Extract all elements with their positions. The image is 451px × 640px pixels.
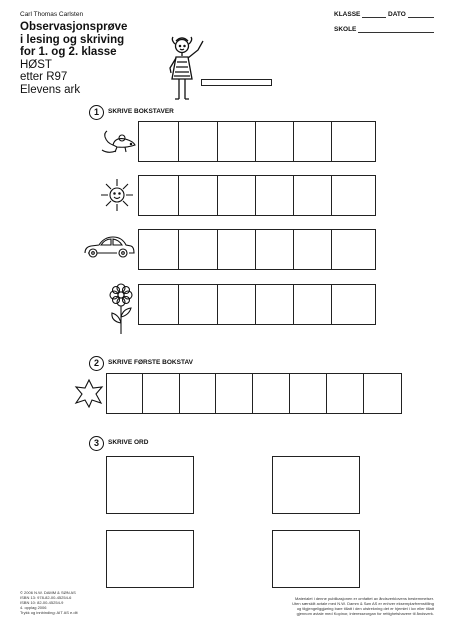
car-picture xyxy=(82,234,136,262)
letter-cell[interactable] xyxy=(256,285,294,324)
letter-cell[interactable] xyxy=(218,230,256,269)
letter-cell[interactable] xyxy=(253,374,290,413)
letter-row xyxy=(138,175,376,216)
flower-picture xyxy=(106,283,136,335)
footer-line: Trykk og innbinding: AIT AS e.dit xyxy=(20,610,78,615)
section-title: SKRIVE ORD xyxy=(108,439,149,446)
footer-line: Uten særskilt avtale med N.W. Damm & Søn AS er enhver eksemplarfremstilling xyxy=(292,601,434,606)
letter-cell[interactable] xyxy=(332,176,373,215)
letter-cell[interactable] xyxy=(294,176,332,215)
letter-cell[interactable] xyxy=(332,285,373,324)
title-line: Observasjonsprøve xyxy=(20,21,128,33)
section-number: 2 xyxy=(89,356,104,371)
title-line: i lesing og skriving xyxy=(20,33,125,46)
letter-cell[interactable] xyxy=(179,230,218,269)
letter-cell[interactable] xyxy=(256,176,294,215)
skole-field[interactable] xyxy=(358,32,434,33)
klasse-label: KLASSE xyxy=(334,11,361,18)
letter-cell[interactable] xyxy=(180,374,216,413)
footer-line: ISBN 10: 82-00-45254-9 xyxy=(20,600,64,605)
word-box[interactable] xyxy=(272,530,360,588)
letter-row xyxy=(138,121,376,162)
footer-line: gjennom avtale med Kopinor, interesseorgan for rettighetshavere til åndsverk. xyxy=(296,611,434,616)
document-title xyxy=(20,21,127,96)
letter-cell[interactable] xyxy=(179,285,218,324)
letter-cell[interactable] xyxy=(139,122,179,161)
letter-cell[interactable] xyxy=(332,122,373,161)
letter-cell[interactable] xyxy=(218,122,256,161)
letter-cell[interactable] xyxy=(139,285,179,324)
copyright-info xyxy=(20,590,78,615)
section-title: SKRIVE FØRSTE BOKSTAV xyxy=(108,359,193,366)
letter-row xyxy=(138,284,376,325)
title-line: for 1. og 2. klasse xyxy=(20,46,117,58)
letter-cell[interactable] xyxy=(294,122,332,161)
letter-cell[interactable] xyxy=(364,374,401,413)
word-box[interactable] xyxy=(106,456,194,514)
dato-label: DATO xyxy=(388,11,406,18)
footer-line: Materialet i denne publikasjonen er omfattet av åndsverklovens bestemmelser. xyxy=(295,596,434,601)
skole-label: SKOLE xyxy=(334,26,357,33)
letter-cell[interactable] xyxy=(143,374,180,413)
star-picture xyxy=(74,378,104,408)
footer-line: og tilgjengeliggjøring bare tillatt i den utstrekning det er hjemlet i lov eller tillatt xyxy=(296,606,434,611)
title-line: etter R97 xyxy=(20,71,68,83)
letter-cell[interactable] xyxy=(139,176,179,215)
letter-cell[interactable] xyxy=(332,230,373,269)
letter-cell[interactable] xyxy=(139,230,179,269)
letter-cell[interactable] xyxy=(290,374,327,413)
letter-cell[interactable] xyxy=(107,374,143,413)
name-field[interactable] xyxy=(201,79,272,86)
dato-field[interactable] xyxy=(408,17,434,18)
section-number: 3 xyxy=(89,436,104,451)
footer-line: © 2006 N.W. DAMM & SØN AS xyxy=(20,590,76,595)
first-letter-row xyxy=(106,373,402,414)
letter-cell[interactable] xyxy=(294,230,332,269)
letter-cell[interactable] xyxy=(218,285,256,324)
word-box[interactable] xyxy=(272,456,360,514)
sun-picture xyxy=(99,177,135,213)
title-line: HØST xyxy=(20,58,52,71)
klasse-field[interactable] xyxy=(362,17,386,18)
footer-line: 4. opplag 2006 xyxy=(20,605,47,610)
letter-row xyxy=(138,229,376,270)
word-box[interactable] xyxy=(106,530,194,588)
letter-cell[interactable] xyxy=(256,230,294,269)
letter-cell[interactable] xyxy=(294,285,332,324)
mouse-picture xyxy=(97,130,137,156)
author-name: Carl Thomas Carlsten xyxy=(20,11,84,18)
letter-cell[interactable] xyxy=(218,176,256,215)
section-title: SKRIVE BOKSTAVER xyxy=(108,108,174,115)
letter-cell[interactable] xyxy=(179,122,218,161)
section-number: 1 xyxy=(89,105,104,120)
girl-picture xyxy=(164,36,212,108)
klasse-dato-line xyxy=(334,11,434,18)
footer-line: ISBN 13: 978-82-00-45254-6 xyxy=(20,595,72,600)
title-line: Elevens ark xyxy=(20,83,81,96)
letter-cell[interactable] xyxy=(256,122,294,161)
letter-cell[interactable] xyxy=(327,374,364,413)
copyright-notice xyxy=(262,596,434,616)
letter-cell[interactable] xyxy=(179,176,218,215)
letter-cell[interactable] xyxy=(216,374,253,413)
skole-line xyxy=(334,26,434,33)
